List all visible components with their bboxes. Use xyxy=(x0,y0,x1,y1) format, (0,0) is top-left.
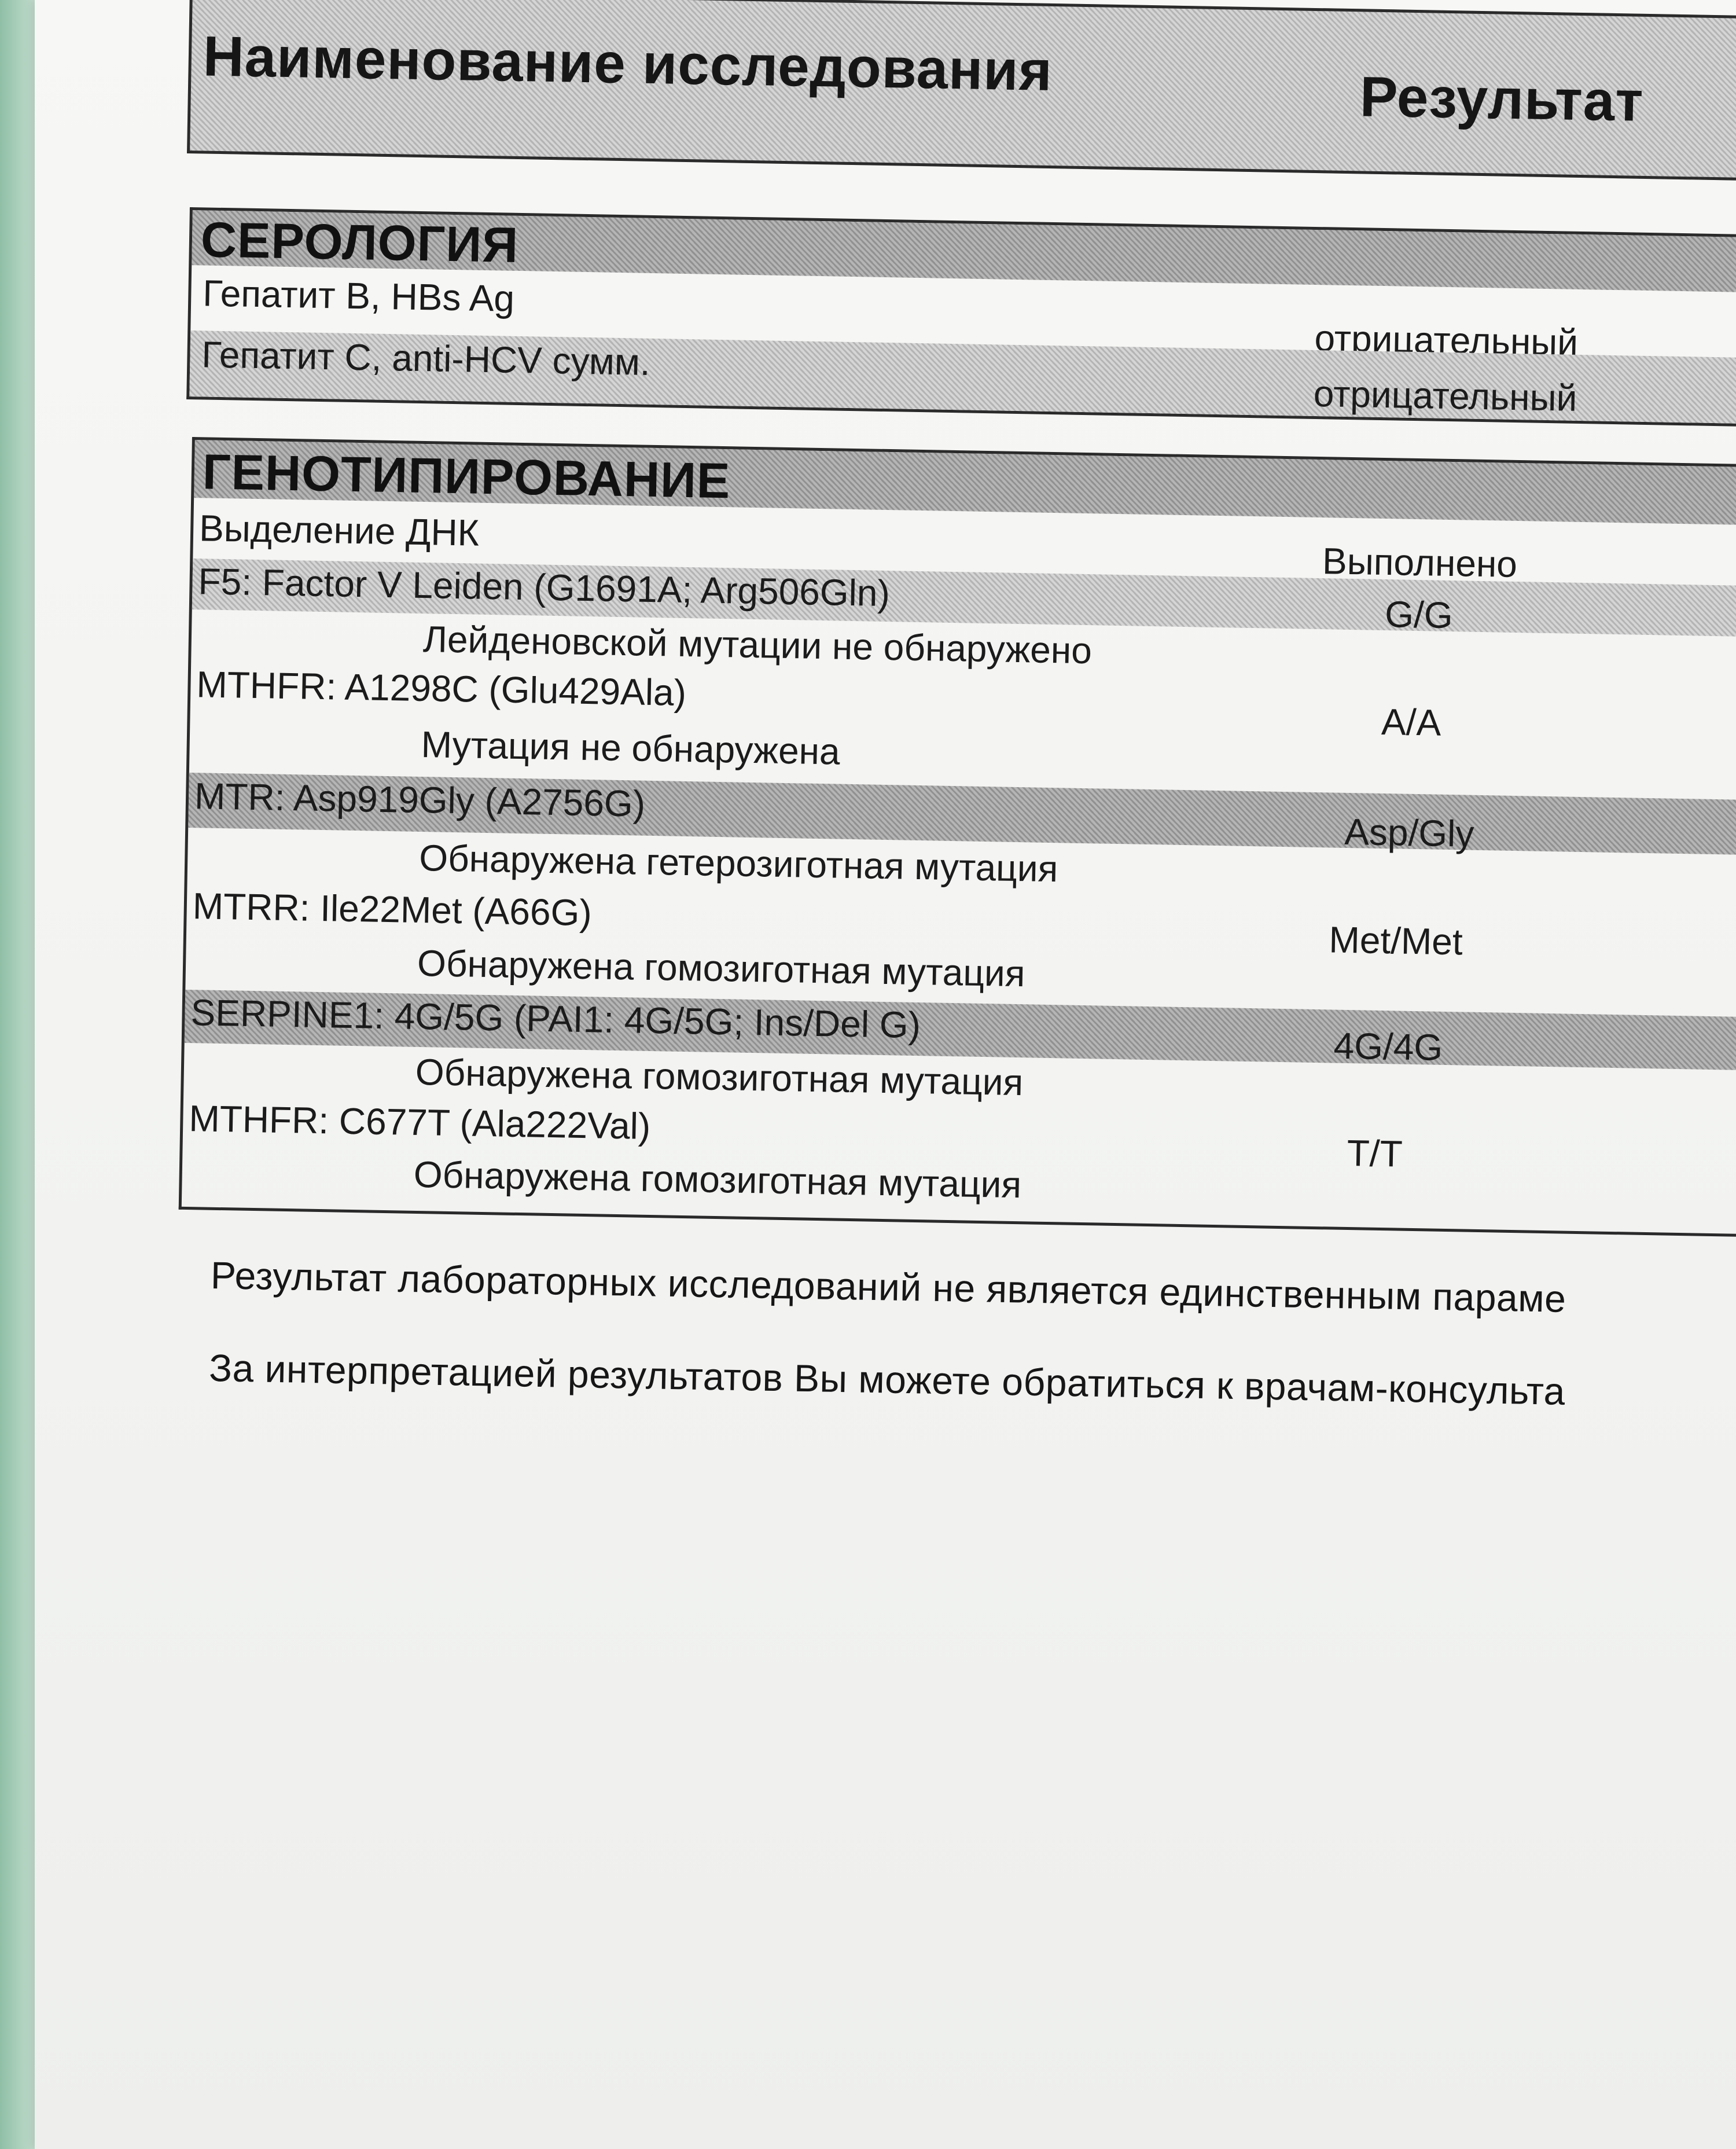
lab-report-page xyxy=(35,0,1736,2149)
test-name: SERPINE1: 4G/5G (PAI1: 4G/5G; Ins/Del G) xyxy=(190,991,921,1046)
report-header xyxy=(187,0,1736,181)
test-interpretation: Лейденовской мутации не обнаружено xyxy=(422,618,1093,672)
column-title-name: Наименование исследования xyxy=(203,24,1053,103)
column-title-result: Результат xyxy=(1359,64,1645,133)
test-interpretation: Мутация не обнаружена xyxy=(421,723,841,773)
test-name: F5: Factor V Leiden (G1691A; Arg506Gln) xyxy=(198,560,891,615)
section-title-serology: СЕРОЛОГИЯ xyxy=(200,212,519,273)
test-name: MTR: Asp919Gly (A2756G) xyxy=(194,775,646,825)
test-result: Asp/Gly xyxy=(1344,810,1475,855)
serology-section xyxy=(186,207,1736,427)
test-result: Met/Met xyxy=(1328,919,1463,963)
consultation-line: За интерпретацией результатов Вы можете обратиться к врачам-консульта xyxy=(208,1346,1566,1413)
test-result: отрицательный xyxy=(1313,372,1578,419)
disclaimer-line: Результат лабораторных исследований не является единственным параме xyxy=(210,1253,1567,1320)
test-interpretation: Обнаружена гетерозиготная мутация xyxy=(418,836,1058,890)
test-result: отрицательный xyxy=(1314,317,1579,363)
test-interpretation: Обнаружена гомозиготная мутация xyxy=(417,942,1026,995)
test-name: MTRR: Ile22Met (A66G) xyxy=(192,885,593,934)
test-name: Выделение ДНК xyxy=(198,507,480,554)
test-result: T/T xyxy=(1347,1132,1403,1175)
genotyping-section xyxy=(179,437,1736,1237)
test-name: Гепатит B, HBs Ag xyxy=(202,272,515,319)
test-result: G/G xyxy=(1384,593,1454,637)
test-name: Гепатит C, anti-HCV сумм. xyxy=(201,333,651,383)
test-interpretation: Обнаружена гомозиготная мутация xyxy=(413,1153,1022,1206)
test-interpretation: Обнаружена гомозиготная мутация xyxy=(415,1050,1024,1104)
test-result: Выполнено xyxy=(1322,540,1518,585)
test-name: MTHFR: C677T (Ala222Val) xyxy=(188,1097,651,1148)
section-title-genotyping: ГЕНОТИПИРОВАНИЕ xyxy=(202,444,731,509)
test-result: 4G/4G xyxy=(1333,1024,1443,1068)
test-result: A/A xyxy=(1381,700,1441,744)
test-name: MTHFR: A1298C (Glu429Ala) xyxy=(196,663,687,714)
